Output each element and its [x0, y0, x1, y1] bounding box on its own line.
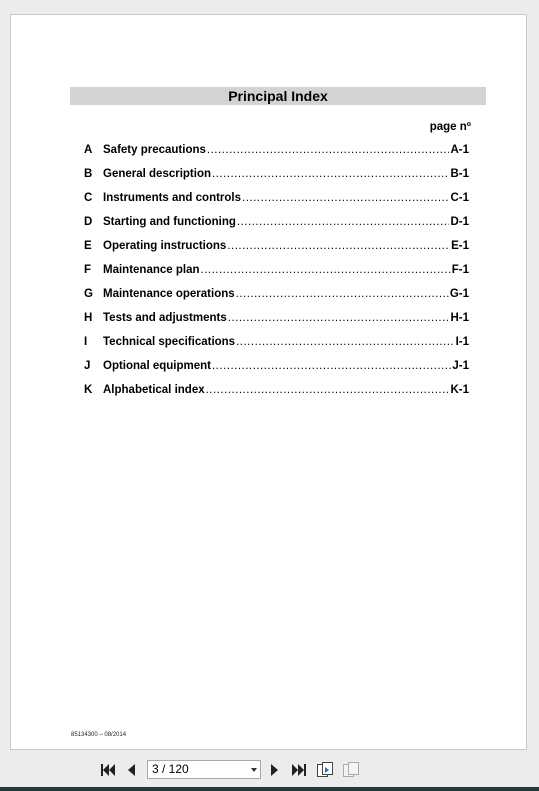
toc-row[interactable] [84, 384, 469, 408]
page-indicator: 3 / 120 [152, 762, 189, 776]
toc-page-number: C-1 [450, 192, 469, 204]
document-page [10, 14, 527, 750]
last-page-icon[interactable] [290, 761, 308, 779]
first-page-icon[interactable] [99, 761, 117, 779]
toc-row[interactable] [84, 192, 469, 216]
toc-row[interactable] [84, 312, 469, 336]
toc-row[interactable] [84, 360, 469, 384]
toc-page-number: G-1 [449, 288, 469, 300]
toc-title: Alphabetical index [103, 384, 205, 396]
toc-page-number: A-1 [450, 144, 469, 156]
navigation-toolbar [0, 753, 539, 787]
toc-leader-dots [236, 288, 449, 300]
page-number-header: page nº [429, 121, 471, 133]
toc-letter: E [84, 240, 92, 252]
toc-leader-dots [206, 384, 450, 396]
toc-page-number: H-1 [450, 312, 469, 324]
toc-leader-dots [212, 168, 449, 180]
toc-title: Maintenance plan [103, 264, 200, 276]
toc-page-number: B-1 [450, 168, 469, 180]
toc-leader-dots [242, 192, 449, 204]
toc-page-number: K-1 [450, 384, 469, 396]
toc-title: Optional equipment [103, 360, 211, 372]
toc-title: Operating instructions [103, 240, 227, 252]
toc-title: Maintenance operations [103, 288, 235, 300]
toc-letter: B [84, 168, 93, 180]
footer-code: 85134300 – 08/2014 [71, 732, 127, 738]
page-title: Principal Index [228, 88, 328, 104]
toc-letter: C [84, 192, 93, 204]
two-page-view-icon[interactable] [342, 761, 360, 779]
toc-title: Starting and functioning [103, 216, 236, 228]
toc-title: General description [103, 168, 212, 180]
toc-leader-dots [201, 264, 451, 276]
toc-row[interactable] [84, 144, 469, 168]
toc-row[interactable] [84, 264, 469, 288]
toc-letter: F [84, 264, 92, 276]
single-page-view-icon[interactable] [316, 761, 334, 779]
toc-page-number: J-1 [452, 360, 469, 372]
toc-letter: K [84, 384, 93, 396]
toc-letter: D [84, 216, 93, 228]
toc-title: Tests and adjustments [103, 312, 227, 324]
toc-title: Technical specifications [103, 336, 236, 348]
toc-row[interactable] [84, 168, 469, 192]
toc-leader-dots [228, 312, 450, 324]
toc-letter: G [84, 288, 93, 300]
toc-page-number: D-1 [450, 216, 469, 228]
table-of-contents [84, 144, 469, 408]
toc-letter: I [84, 336, 88, 348]
toc-title: Instruments and controls [103, 192, 242, 204]
toc-row[interactable] [84, 288, 469, 312]
toc-page-number: F-1 [451, 264, 469, 276]
toc-leader-dots [207, 144, 450, 156]
title-bar [70, 87, 486, 105]
toc-letter: J [84, 360, 91, 372]
page-number-select[interactable] [147, 760, 261, 779]
next-page-icon[interactable] [266, 761, 284, 779]
toc-page-number: E-1 [451, 240, 469, 252]
toc-page-number: I-1 [455, 336, 469, 348]
toc-leader-dots [227, 240, 450, 252]
toc-row[interactable] [84, 216, 469, 240]
toc-letter: H [84, 312, 93, 324]
toc-letter: A [84, 144, 93, 156]
toc-row[interactable] [84, 240, 469, 264]
toc-title: Safety precautions [103, 144, 206, 156]
prev-page-icon[interactable] [122, 761, 140, 779]
toc-leader-dots [237, 216, 450, 228]
toc-row[interactable] [84, 336, 469, 360]
bottom-strip [0, 787, 539, 791]
toc-leader-dots [212, 360, 451, 372]
toc-leader-dots [236, 336, 454, 348]
chevron-down-icon [251, 768, 257, 772]
